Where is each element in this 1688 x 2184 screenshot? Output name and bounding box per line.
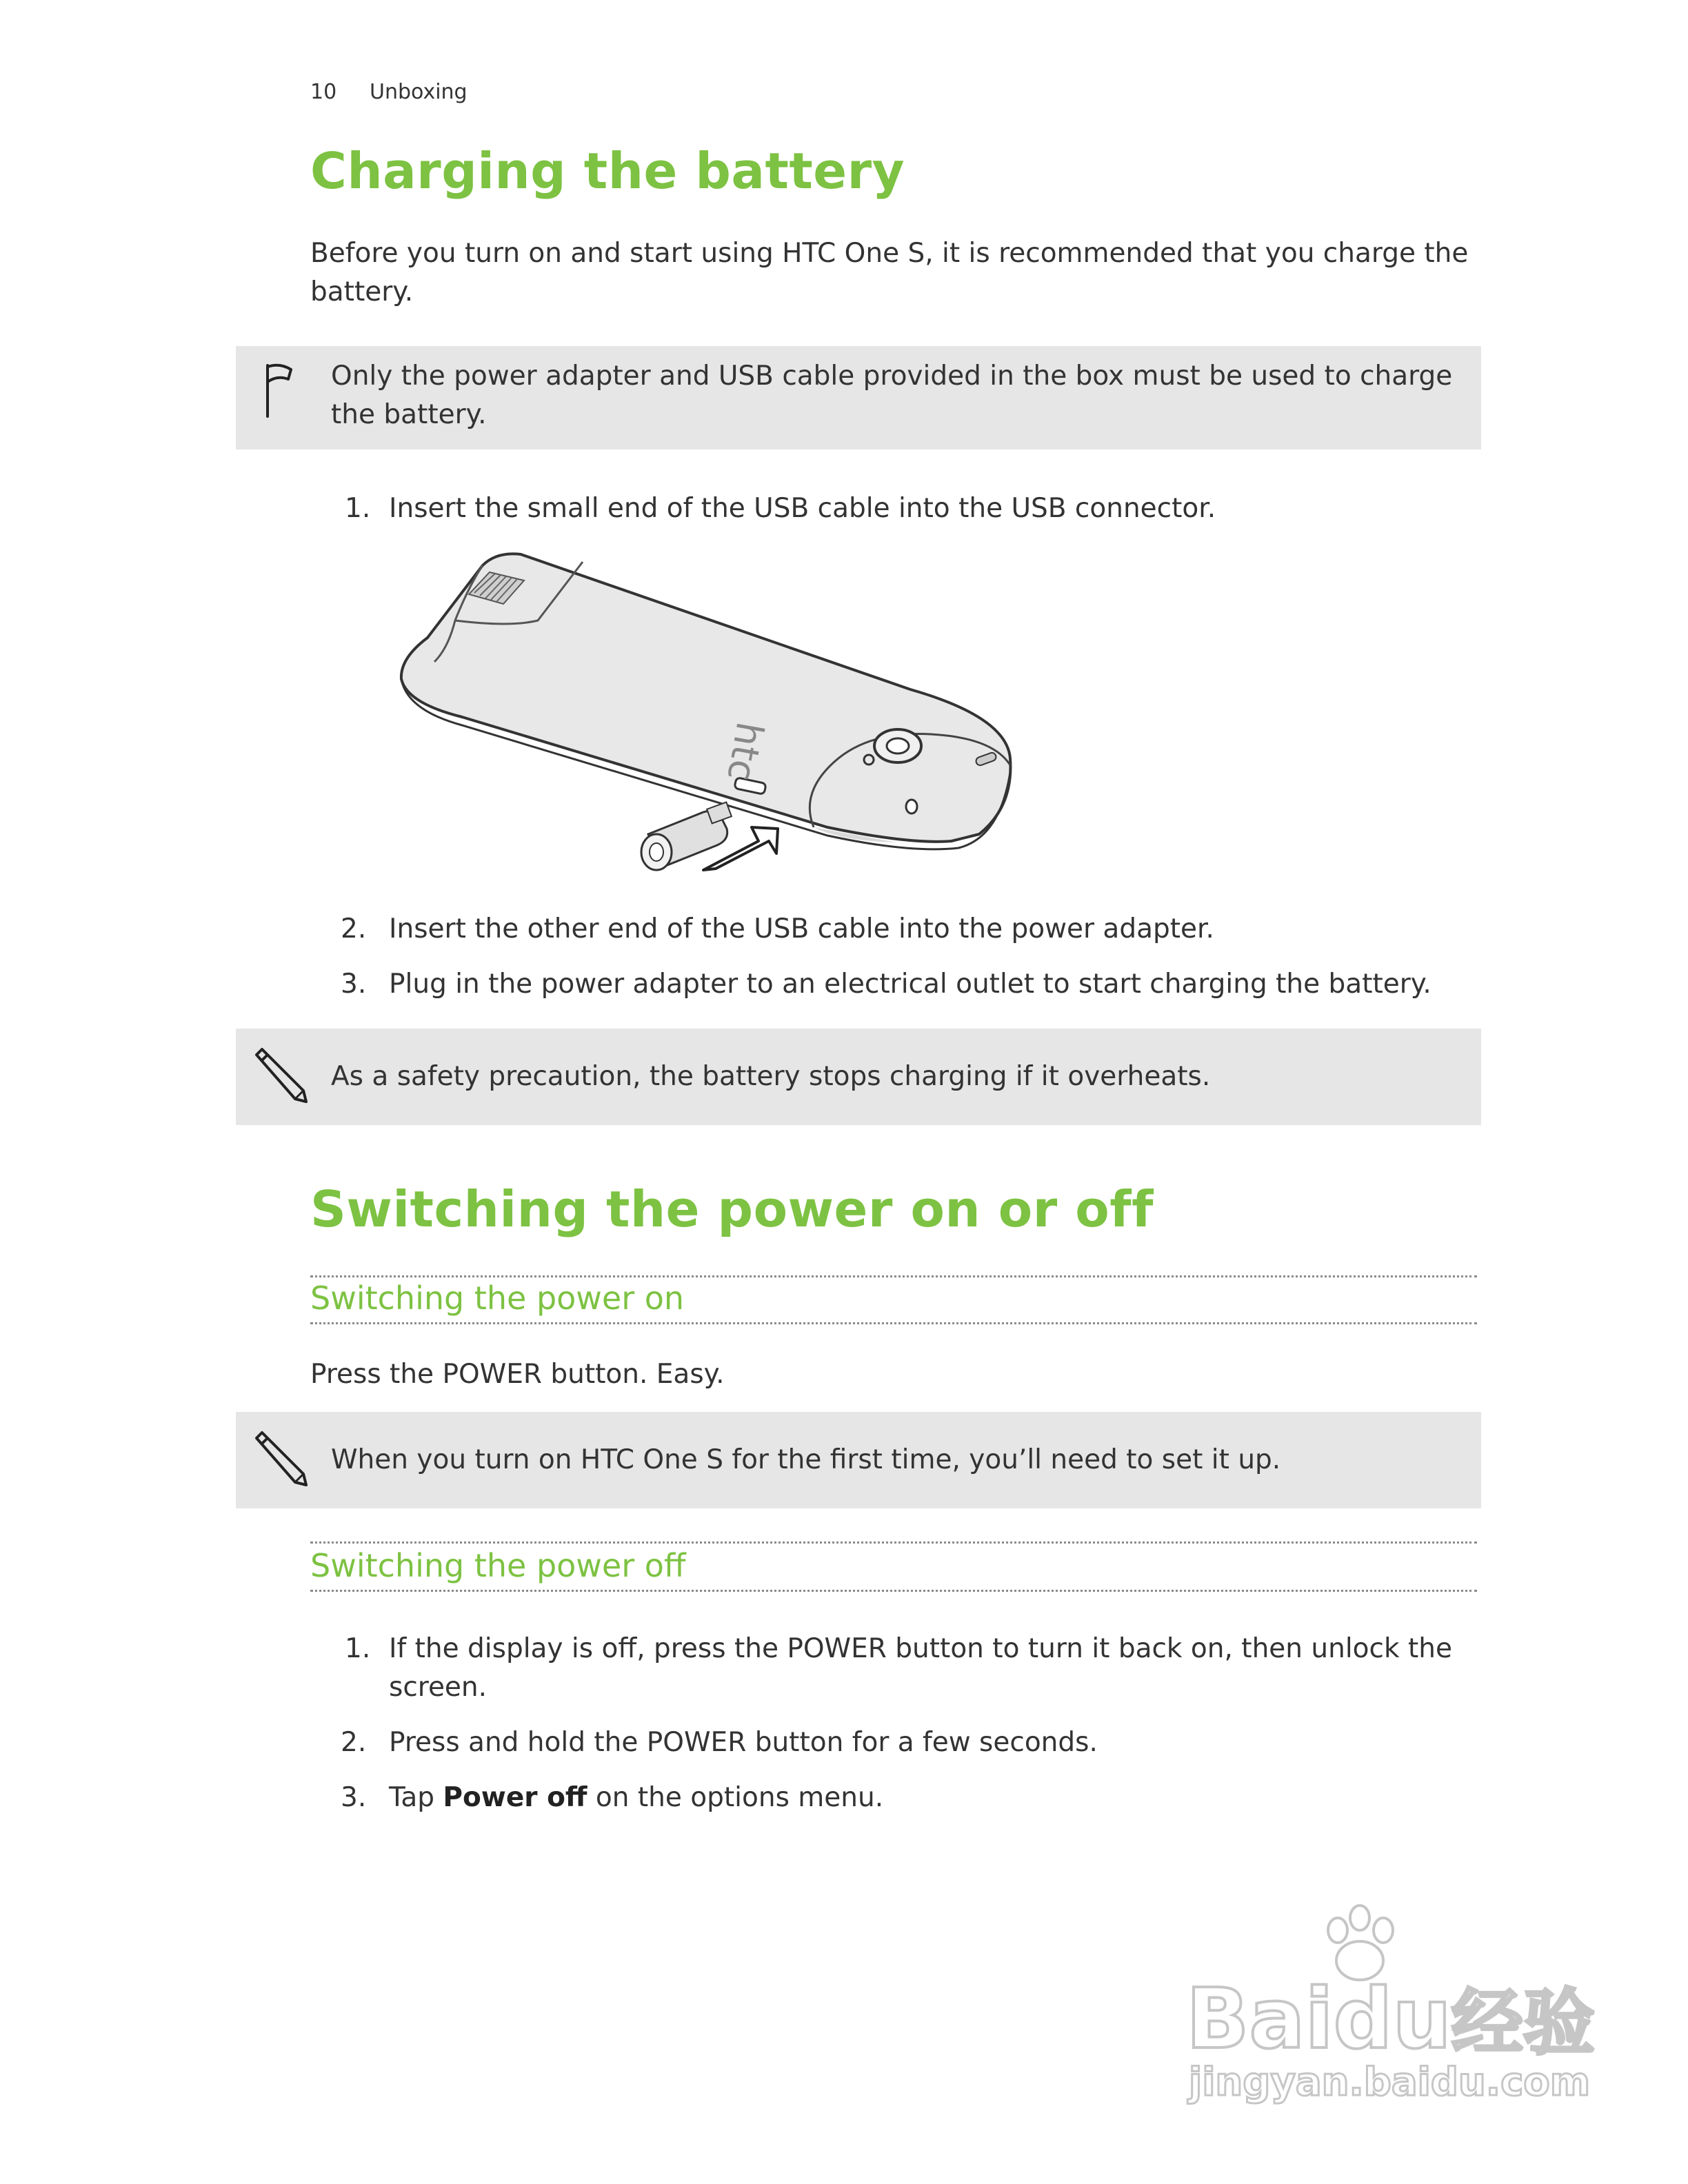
divider — [310, 1322, 1477, 1324]
step-number: 2. — [341, 1727, 367, 1758]
first-time-note-text: When you turn on HTC One S for the first time, you’ll need to set it up. — [331, 1444, 1281, 1475]
flag-icon — [262, 361, 295, 421]
power-on-title: Switching the power on — [310, 1280, 685, 1317]
safety-note-text: As a safety precaution, the battery stops charging if it overheats. — [331, 1061, 1211, 1092]
step-text: Insert the small end of the USB cable into the USB connector. — [389, 493, 1216, 524]
watermark-url: jingyan.baidu.com — [1189, 2060, 1591, 2105]
step-suffix: on the options menu. — [587, 1782, 884, 1813]
step-prefix: Tap — [389, 1782, 443, 1813]
watermark-brand: Bai — [1186, 1972, 1334, 2067]
divider — [310, 1275, 1477, 1277]
power-on-text: Press the POWER button. Easy. — [310, 1359, 725, 1390]
step-number: 3. — [341, 969, 367, 1000]
step-text-line1: If the display is off, press the POWER button to turn it back on, then unlock the — [389, 1633, 1452, 1664]
pencil-icon — [250, 1045, 309, 1104]
page-number: 10 — [310, 80, 337, 104]
baidu-watermark — [1172, 1903, 1595, 2110]
safety-note — [236, 1029, 1481, 1125]
phone-usb-illustration — [386, 545, 1021, 882]
divider — [310, 1590, 1477, 1592]
important-note-line2: the battery. — [331, 399, 487, 430]
usb-plug — [641, 802, 732, 870]
charging-intro-line1: Before you turn on and start using HTC One S, it is recommended that you charge the — [310, 238, 1469, 269]
first-time-note — [236, 1412, 1481, 1508]
power-off-option: Power off — [443, 1782, 587, 1813]
watermark-brand2: du — [1333, 1972, 1451, 2067]
section-name: Unboxing — [370, 80, 468, 104]
important-note — [236, 346, 1481, 449]
step-text-line2: screen. — [389, 1672, 488, 1703]
step-number: 3. — [341, 1782, 367, 1813]
step-text: Insert the other end of the USB cable into the power adapter. — [389, 913, 1214, 944]
important-note-line1: Only the power adapter and USB cable provided in the box must be used to charge — [331, 361, 1453, 392]
step-text: Plug in the power adapter to an electrical outlet to start charging the battery. — [389, 969, 1431, 1000]
power-title: Switching the power on or off — [310, 1180, 1154, 1238]
charging-intro-line2: battery. — [310, 276, 414, 307]
step-number: 2. — [341, 913, 367, 944]
htc-logo: htc — [719, 718, 772, 785]
power-off-title: Switching the power off — [310, 1547, 686, 1584]
charging-title: Charging the battery — [310, 142, 905, 200]
step-text — [389, 1779, 1492, 1817]
step-text: Press and hold the POWER button for a few seconds. — [389, 1727, 1098, 1758]
watermark-cn: 经验 — [1451, 1981, 1595, 2065]
step-number: 1. — [345, 493, 371, 524]
pencil-icon — [250, 1428, 309, 1488]
divider — [310, 1541, 1477, 1544]
step-number: 1. — [345, 1633, 371, 1664]
